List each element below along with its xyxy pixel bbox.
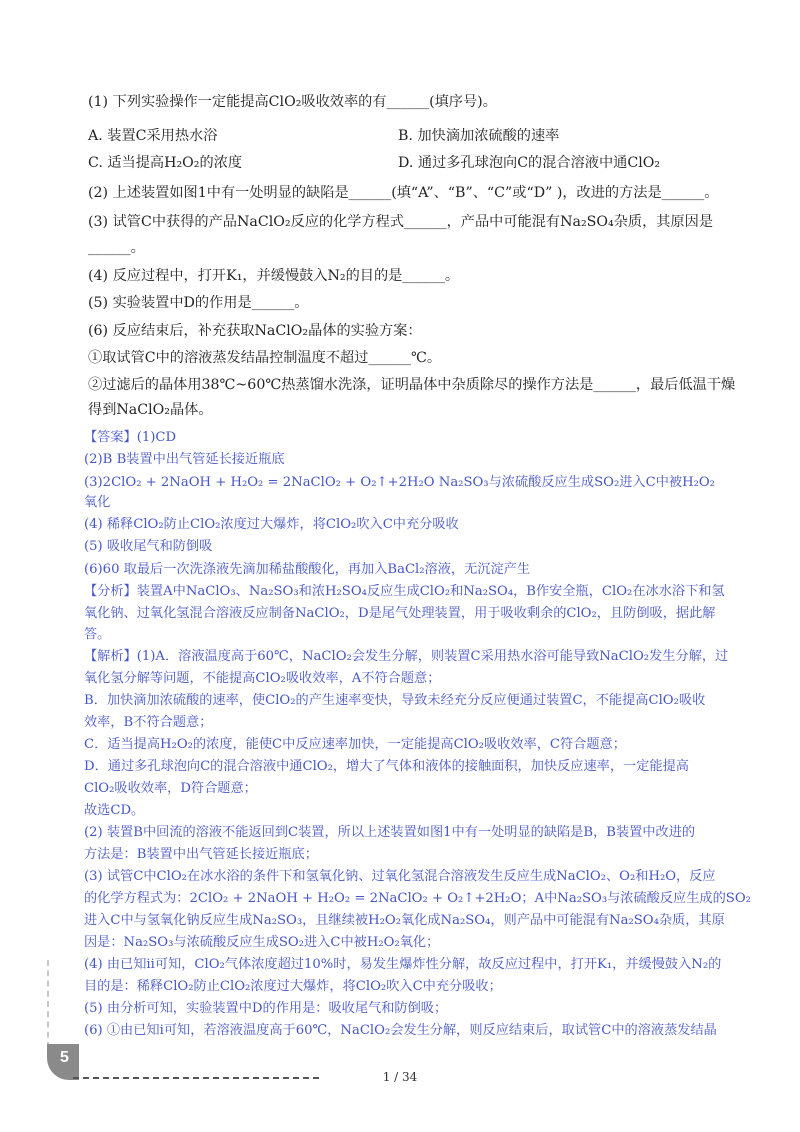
explanation-line-3: B．加快滴加浓硫酸的速率，使ClO₂的产生速率变快，导致未经充分反应便通过装置C，不能提高ClO₂吸收 <box>84 693 706 708</box>
answer-2: (2)B B装置中出气管延长接近瓶底 <box>84 452 285 467</box>
analysis-line-3: 答。 <box>84 627 111 642</box>
explanation-line-6: D．通过多孔球泡向C的混合溶液中通ClO₂，增大了气体和液体的接触面积，加快反应速率，一定能提高 <box>84 759 689 774</box>
explanation-line-5: C．适当提高H₂O₂的浓度，能使C中反应速率加快，一定能提高ClO₂吸收效率，C符合题意； <box>84 737 626 752</box>
question-6-part-2: ②过滤后的晶体用38℃~60℃热蒸馏水洗涤，证明晶体中杂质除尽的操作方法是______，最后低温干燥 <box>88 377 736 393</box>
answer-3: (3)2ClO₂ + 2NaOH + H₂O₂ = 2NaClO₂ + O₂↑+2H₂O Na₂SO₃与浓硫酸反应生成SO₂进入C中被H₂O₂ <box>84 475 715 490</box>
chapter-number: 5 <box>60 1049 69 1066</box>
question-5: (5) 实验装置中D的作用是______。 <box>88 295 309 311</box>
explanation-line-8: 故选CD。 <box>84 803 145 818</box>
explanation-6-line-1: (6) ①由已知ⅰ可知，若溶液温度高于60℃，NaClO₂会发生分解，则反应结束后，取试管C中的溶液蒸发结晶 <box>84 1023 717 1038</box>
explanation-3-line-1: (3) 试管C中ClO₂在冰水浴的条件下和氢氧化钠、过氧化氢混合溶液发生反应生成NaClO₂、O₂和H₂O，反应 <box>84 869 716 884</box>
question-3: (3) 试管C中获得的产品NaClO₂反应的化学方程式______，产品中可能混有Na₂SO₄杂质，其原因是 <box>88 214 714 230</box>
explanation-line-4: 效率，B不符合题意； <box>84 715 213 730</box>
question-1: (1) 下列实验操作一定能提高ClO₂吸收效率的有______(填序号)。 <box>88 94 497 110</box>
option-c: C. 适当提高H₂O₂的浓度 <box>88 155 243 171</box>
answer-6: (6)60 取最后一次洗涤液先滴加稀盐酸酸化，再加入BaCl₂溶液，无沉淀产生 <box>84 562 531 577</box>
explanation-4-line-1: (4) 由已知ⅱ可知，ClO₂气体浓度超过10%时，易发生爆炸性分解，故反应过程中，打开K₁，并缓慢鼓入N₂的 <box>84 957 722 972</box>
answer-4: (4) 稀释ClO₂防止ClO₂浓度过大爆炸，将ClO₂吹入C中充分吸收 <box>84 517 459 532</box>
explanation-3-line-2: 的化学方程式为：2ClO₂ + 2NaOH + H₂O₂ = 2NaClO₂ + O₂↑+2H₂O；A中Na₂SO₃与浓硫酸反应生成的SO₂ <box>84 891 751 906</box>
question-4: (4) 反应过程中，打开K₁，并缓慢鼓入N₂的目的是______。 <box>88 268 460 284</box>
analysis-line-2: 氧化钠、过氧化氢混合溶液反应制备NaClO₂，D是尾气处理装置，用于吸收剩余的ClO₂，且防倒吸，据此解 <box>84 606 716 621</box>
option-b: B. 加快滴加浓硫酸的速率 <box>398 128 560 144</box>
question-6: (6) 反应结束后，补充获取NaClO₂晶体的实验方案： <box>88 323 422 339</box>
margin-dashed-line <box>47 960 49 1048</box>
option-a: A. 装置C采用热水浴 <box>88 128 218 144</box>
question-6-part-2-cont: 得到NaClO₂晶体。 <box>88 402 213 418</box>
answer-3-cont: 氧化 <box>84 495 111 510</box>
explanation-line-7: ClO₂吸收效率，D符合题意； <box>84 781 257 796</box>
explanation-5-line-1: (5) 由分析可知，实验装置中D的作用是：吸收尾气和防倒吸； <box>84 1001 448 1016</box>
explanation-2-line-1: (2) 装置B中回流的溶液不能返回到C装置，所以上述装置如图1中有一处明显的缺陷是B，B装置中改进的 <box>84 825 696 840</box>
explanation-line-2: 氧化氢分解等问题，不能提高ClO₂吸收效率，A不符合题意； <box>84 671 441 686</box>
page-number: 1 / 34 <box>382 1070 418 1084</box>
question-6-part-1: ①取试管C中的溶液蒸发结晶控制温度不超过______℃。 <box>88 350 442 366</box>
explanation-3-line-4: 因是：Na₂SO₃与浓硫酸反应生成SO₂进入C中被H₂O₂氧化； <box>84 935 440 950</box>
explanation-2-line-2: 方法是：B装置中出气管延长接近瓶底； <box>84 847 318 862</box>
explanation-3-line-3: 进入C中与氢氧化钠反应生成Na₂SO₃，且继续被H₂O₂氧化成Na₂SO₄，则产品中可能混有Na₂SO₄杂质，其原 <box>84 913 725 928</box>
analysis-line-1: 【分析】装置A中NaClO₃、Na₂SO₃和浓H₂SO₄反应生成ClO₂和Na₂SO₄，B作安全瓶，ClO₂在冰水浴下和氢 <box>84 584 725 599</box>
explanation-line-1: 【解析】(1)A．溶液温度高于60℃，NaClO₂会发生分解，则装置C采用热水浴可能导致NaClO₂发生分解，过 <box>84 649 729 664</box>
answer-1: 【答案】(1)CD <box>84 430 177 445</box>
option-d: D. 通过多孔球泡向C的混合溶液中通ClO₂ <box>398 155 661 171</box>
explanation-4-line-2: 目的是：稀释ClO₂防止ClO₂浓度过大爆炸，将ClO₂吹入C中充分吸收； <box>84 979 502 994</box>
question-3-cont: ______。 <box>88 240 145 256</box>
answer-5: (5) 吸收尾气和防倒吸 <box>84 539 213 554</box>
question-2: (2) 上述装置如图1中有一处明显的缺陷是______(填“A”、“B”、“C”或“D” )，改进的方法是______。 <box>88 185 719 201</box>
